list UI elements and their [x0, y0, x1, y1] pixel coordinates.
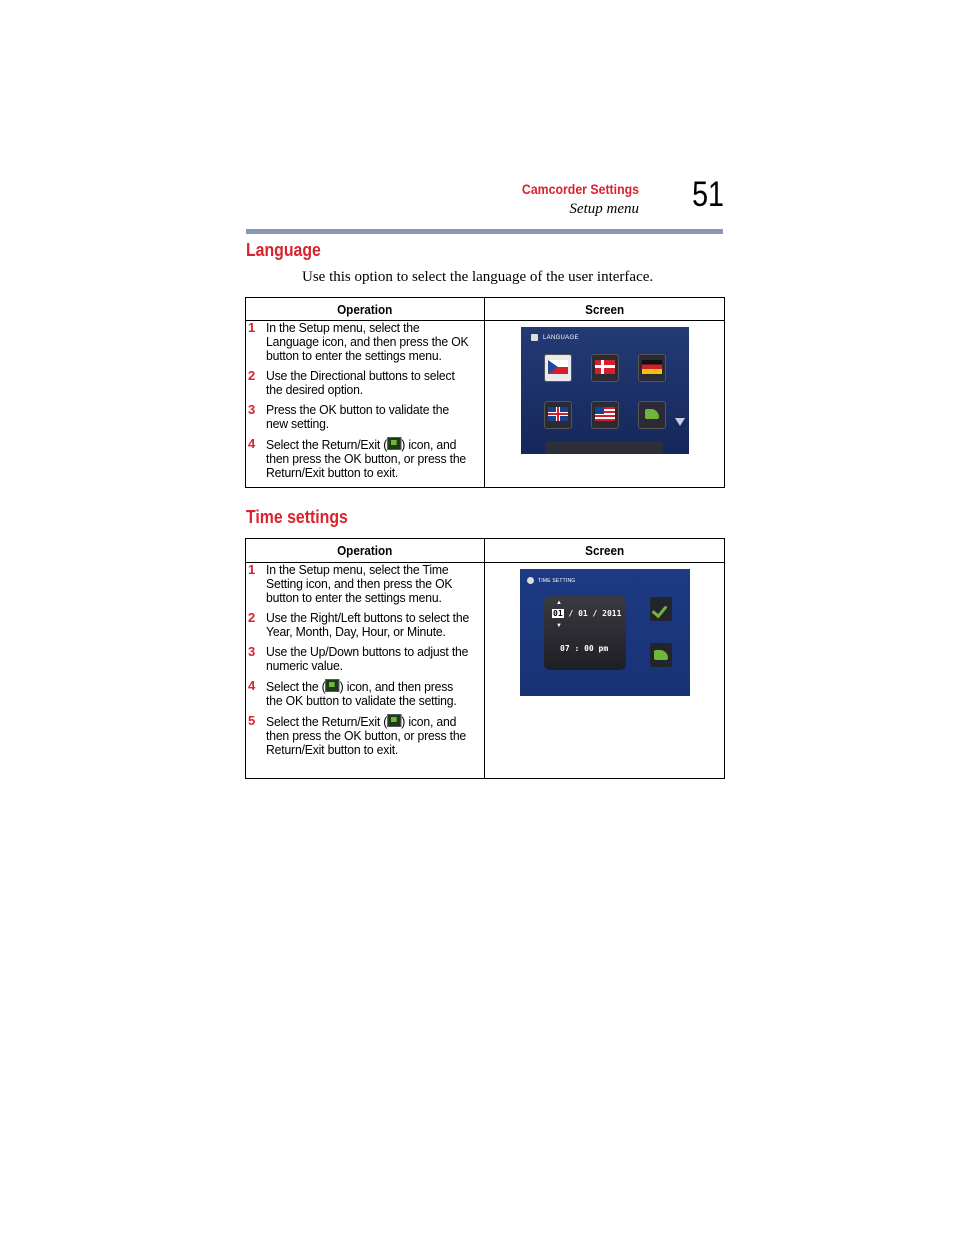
date-value: 01 / 01 / 2011 [553, 609, 622, 618]
check-icon [326, 679, 340, 692]
czech-flag-icon [544, 354, 572, 382]
up-arrow-icon: ▲ [556, 600, 562, 606]
time-settings-heading: Time settings [246, 507, 348, 527]
return-exit-icon [387, 714, 401, 727]
time-step: 1 In the Setup menu, select the Time Setting icon, and then press the OK button to enter the settings menu. [248, 562, 453, 605]
time-screen-image [520, 569, 690, 696]
uk-flag-icon [544, 401, 572, 429]
return-icon [638, 401, 666, 429]
us-flag-icon [591, 401, 619, 429]
time-step: 2 Use the Right/Left buttons to select the Year, Month, Day, Hour, or Minute. [248, 610, 470, 639]
language-intro: Use this option to select the language of the user interface. [302, 269, 654, 285]
language-screen-title: LANGUAGE [543, 335, 579, 341]
return-icon [650, 643, 672, 667]
language-step: 4 Select the Return/Exit ( ) icon, and then press the OK button, or press the Return/Exit button to exit. [248, 436, 467, 480]
return-exit-icon [387, 437, 401, 450]
running-header-section: Camcorder Settings [521, 181, 639, 197]
language-steps [246, 321, 485, 488]
danish-flag-icon [591, 354, 619, 382]
language-col-operation: Operation [246, 298, 485, 321]
time-screen-cell [485, 563, 725, 779]
language-screen-cell [485, 321, 725, 488]
language-col-screen: Screen [485, 298, 725, 321]
time-setting-box [544, 596, 626, 670]
time-col-screen: Screen [485, 539, 725, 563]
language-step: 1 In the Setup menu, select the Language icon, and then press the OK button to enter the settings menu. [248, 320, 469, 363]
time-step: 4 Select the ( ) icon, and then press the OK button to validate the setting. [248, 678, 457, 708]
time-value: 07 : 00 pm [560, 644, 609, 653]
time-table [245, 538, 725, 779]
time-step: 5 Select the Return/Exit ( ) icon, and then press the OK button, or press the Return/Exit button to exit. [248, 713, 467, 757]
page-number: 51 [692, 175, 724, 214]
language-step: 3 Press the OK button to validate the new setting. [248, 402, 449, 431]
language-step: 2 Use the Directional buttons to select the desired option. [248, 368, 455, 397]
time-col-operation: Operation [246, 539, 485, 563]
language-selection-bar [545, 441, 663, 454]
setup-icon [531, 334, 538, 341]
time-step: 3 Use the Up/Down buttons to adjust the numeric value. [248, 644, 469, 673]
down-arrow-icon: ▼ [556, 623, 562, 629]
clock-icon [527, 577, 534, 584]
time-steps [246, 563, 485, 779]
scroll-down-icon [675, 418, 685, 426]
language-screen-image [521, 327, 689, 454]
german-flag-icon [638, 354, 666, 382]
check-icon [650, 597, 672, 621]
language-heading: Language [246, 240, 321, 260]
header-rule [246, 229, 723, 234]
running-header-subsection: Setup menu [569, 201, 639, 217]
language-table [245, 297, 725, 488]
time-screen-title: TIME SETTING [538, 578, 576, 584]
